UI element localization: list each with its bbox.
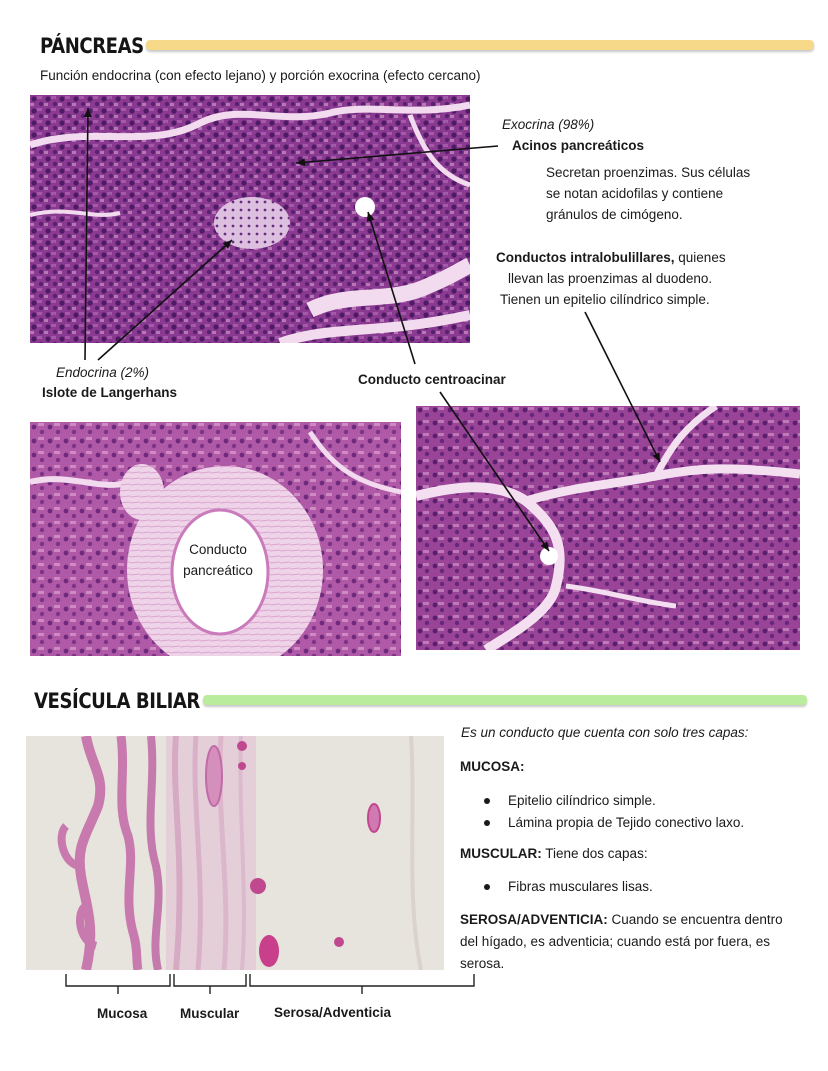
centroacinar-label: Conducto centroacinar [358, 372, 506, 387]
gallbladder-title: VESÍCULA BILIAR [34, 689, 200, 713]
muscular-list [460, 876, 820, 898]
intralobular-bold: Conductos intralobulillares, [496, 250, 675, 265]
pancreas-title: PÁNCREAS [40, 34, 144, 58]
intralobular-rest: quienes [674, 250, 726, 265]
layer-label-mucosa: Mucosa [97, 1006, 148, 1021]
intralobular-line-3: Tienen un epitelio cilíndrico simple. [500, 292, 710, 307]
serosa-line-3: serosa. [460, 956, 505, 971]
acini-desc-3: gránulos de cimógeno. [546, 207, 683, 222]
serosa-line-2: del hígado, es adventicia; cuando está por fuera, es [460, 934, 770, 949]
layer-label-muscular: Muscular [180, 1006, 240, 1021]
layer-label-serosa: Serosa/Adventicia [274, 1005, 392, 1020]
pancreatic-duct-micrograph [30, 422, 401, 656]
serosa-title: SEROSA/ADVENTICIA: [460, 912, 608, 927]
duct-label-1: Conducto [189, 542, 247, 557]
serosa-desc-1: Cuando se encuentra dentro [607, 912, 783, 927]
list-item: Epitelio cilíndrico simple. [460, 790, 820, 812]
islet-label: Islote de Langerhans [42, 385, 178, 400]
acini-desc-1: Secretan proenzimas. Sus células [546, 165, 751, 180]
layer-braces [60, 970, 480, 1000]
gallbladder-title-bar [203, 695, 807, 705]
list-item: Lámina propia de Tejido conectivo laxo. [460, 812, 820, 834]
pancreas-title-bar [146, 40, 814, 50]
bullet-icon [484, 884, 490, 890]
bullet-icon [484, 820, 490, 826]
centroacinar-micrograph [416, 406, 800, 650]
pancreas-islet-micrograph [30, 95, 470, 343]
gallbladder-intro: Es un conducto que cuenta con solo tres capas: [461, 725, 749, 740]
muscular-desc: Tiene dos capas: [541, 846, 648, 861]
muscular-title: MUSCULAR: [460, 846, 542, 861]
acini-label: Acinos pancreáticos [512, 138, 645, 153]
intralobular-line-2: llevan las proenzimas al duodeno. [508, 271, 713, 286]
list-item: Fibras musculares lisas. [460, 876, 820, 898]
mucosa-list [460, 790, 820, 834]
intralobular-line-1 [496, 248, 726, 268]
muscular-line [460, 844, 648, 864]
gallbladder-micrograph [26, 736, 444, 970]
exocrine-percentage: Exocrina (98%) [502, 117, 595, 132]
endocrine-percentage: Endocrina (2%) [56, 365, 150, 380]
duct-label-2: pancreático [183, 563, 253, 578]
mucosa-title: MUCOSA: [460, 759, 525, 774]
pancreas-subtitle: Función endocrina (con efecto lejano) y porción exocrina (efecto cercano) [40, 68, 481, 83]
serosa-line-1 [460, 910, 783, 930]
bullet-icon [484, 798, 490, 804]
acini-desc-2: se notan acidofilas y contiene [546, 186, 724, 201]
